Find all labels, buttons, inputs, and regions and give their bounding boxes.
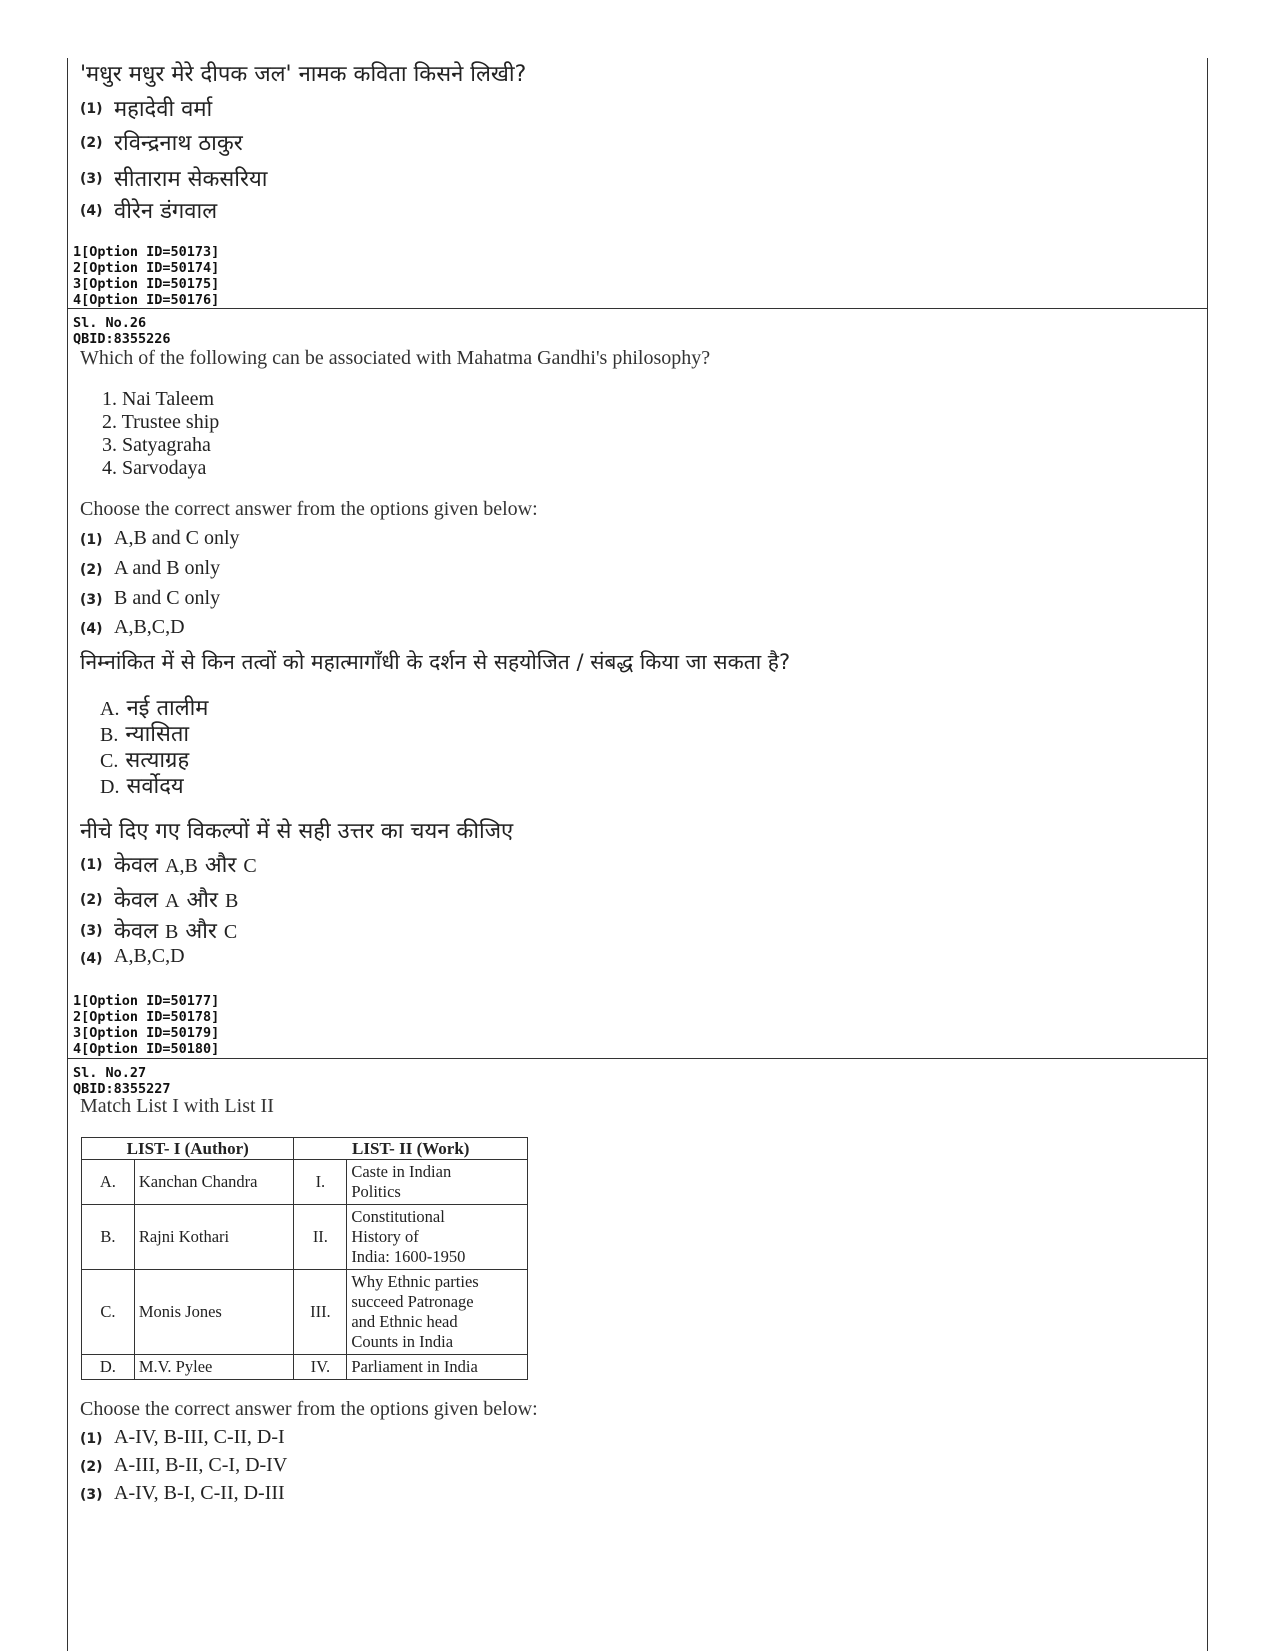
- option-number: (3): [80, 592, 103, 608]
- option-number: (1): [80, 1431, 103, 1447]
- option-id: 2[Option ID=50178]: [73, 1009, 220, 1025]
- match-table: [81, 1137, 528, 1380]
- list-item: 2. Trustee ship: [102, 411, 220, 433]
- list-text: सत्याग्रह: [125, 748, 190, 773]
- table-cell: C.: [82, 1270, 135, 1355]
- option-id: 4[Option ID=50176]: [73, 292, 220, 308]
- question-text-english: Match List I with List II: [80, 1095, 274, 1117]
- option-text: महादेवी वर्मा: [114, 97, 213, 122]
- option-number: (3): [80, 171, 103, 187]
- table-cell: D.: [82, 1355, 135, 1380]
- table-cell: Parliament in India: [347, 1355, 528, 1380]
- instruction-text: Choose the correct answer from the options given below:: [80, 498, 538, 520]
- option-id: 2[Option ID=50174]: [73, 260, 220, 276]
- option-number: (2): [80, 1459, 103, 1475]
- table-cell: A.: [82, 1160, 135, 1205]
- option-number: (1): [80, 857, 103, 873]
- option-id: 1[Option ID=50173]: [73, 244, 220, 260]
- option-number: (3): [80, 1487, 103, 1503]
- instruction-text: Choose the correct answer from the options given below:: [80, 1398, 538, 1420]
- option-text: केवल B और C: [114, 919, 238, 944]
- list-letter: C.: [100, 750, 119, 772]
- option-id-block: [73, 993, 219, 1057]
- table-cell: Rajni Kothari: [134, 1205, 294, 1270]
- option-number: (2): [80, 562, 103, 578]
- option-number: (2): [80, 892, 103, 908]
- option-text: A and B only: [114, 557, 221, 579]
- table-header: LIST- II (Work): [294, 1138, 528, 1160]
- option-text: A,B,C,D: [114, 945, 185, 967]
- list-item: 4. Sarvodaya: [102, 457, 207, 479]
- option-text: रविन्द्रनाथ ठाकुर: [114, 131, 243, 156]
- option-number: (4): [80, 203, 103, 219]
- question-text-hindi: 'मधुर मधुर मेरे दीपक जल' नामक कविता किसने लिखी?: [80, 62, 527, 87]
- question-header: [73, 1065, 171, 1097]
- option-id: 3[Option ID=50175]: [73, 276, 220, 292]
- question-divider: [67, 1058, 1208, 1059]
- question-text-english: Which of the following can be associated with Mahatma Gandhi's philosophy?: [80, 347, 711, 369]
- option-text: A,B and C only: [114, 527, 240, 549]
- option-number: (1): [80, 101, 103, 117]
- list-letter: D.: [100, 776, 120, 798]
- table-cell: M.V. Pylee: [134, 1355, 294, 1380]
- option-text: सीताराम सेकसरिया: [114, 167, 268, 192]
- instruction-text: नीचे दिए गए विकल्पों में से सही उत्तर का चयन कीजिए: [80, 819, 514, 844]
- table-cell: Monis Jones: [134, 1270, 294, 1355]
- qbid: QBID:8355226: [73, 331, 171, 347]
- table-cell: Caste in Indian Politics: [347, 1160, 528, 1205]
- question-divider: [67, 308, 1208, 309]
- list-text: नई तालीम: [126, 696, 209, 721]
- table-row: [82, 1160, 528, 1205]
- list-item: [100, 770, 184, 800]
- table-cell: Kanchan Chandra: [134, 1160, 294, 1205]
- list-text: न्यासिता: [125, 722, 190, 747]
- option-text: A-IV, B-III, C-II, D-I: [114, 1426, 285, 1448]
- option-id: 4[Option ID=50180]: [73, 1041, 220, 1057]
- list-item: 1. Nai Taleem: [102, 388, 215, 410]
- option-text: A-III, B-II, C-I, D-IV: [114, 1454, 288, 1476]
- option-number: (4): [80, 621, 103, 637]
- table-header: LIST- I (Author): [82, 1138, 294, 1160]
- question-text-hindi: निम्नांकित में से किन तत्वों को महात्मागाँधी के दर्शन से सहयोजित / संबद्ध किया जा सकता है?: [80, 650, 791, 674]
- list-letter: B.: [100, 724, 119, 746]
- list-item: 3. Satyagraha: [102, 434, 211, 456]
- option-id: 1[Option ID=50177]: [73, 993, 220, 1009]
- table-cell: Why Ethnic parties succeed Patronage and Ethnic head Counts in India: [347, 1270, 528, 1355]
- table-cell: IV.: [294, 1355, 347, 1380]
- list-text: सर्वोदय: [126, 774, 184, 799]
- table-row: [82, 1205, 528, 1270]
- option-id: 3[Option ID=50179]: [73, 1025, 220, 1041]
- serial-number: Sl. No.27: [73, 1065, 147, 1081]
- option-id-block: [73, 244, 219, 308]
- table-cell: II.: [294, 1205, 347, 1270]
- table-cell: Constitutional History of India: 1600-1950: [347, 1205, 528, 1270]
- serial-number: Sl. No.26: [73, 315, 147, 331]
- option-number: (3): [80, 923, 103, 939]
- table-row: [82, 1270, 528, 1355]
- option-text: केवल A,B और C: [114, 853, 257, 878]
- table-cell: I.: [294, 1160, 347, 1205]
- table-cell: III.: [294, 1270, 347, 1355]
- table-header-row: [82, 1138, 528, 1160]
- option-number: (4): [80, 951, 103, 967]
- option-text: A,B,C,D: [114, 616, 185, 638]
- option-number: (1): [80, 532, 103, 548]
- question-header: [73, 315, 171, 347]
- table-cell: B.: [82, 1205, 135, 1270]
- option-text: वीरेन डंगवाल: [114, 199, 218, 224]
- qbid: QBID:8355227: [73, 1081, 171, 1097]
- option-text: B and C only: [114, 587, 221, 609]
- option-text: A-IV, B-I, C-II, D-III: [114, 1482, 285, 1504]
- list-letter: A.: [100, 698, 120, 720]
- option-text: केवल A और B: [114, 888, 239, 913]
- table-row: [82, 1355, 528, 1380]
- option-number: (2): [80, 135, 103, 151]
